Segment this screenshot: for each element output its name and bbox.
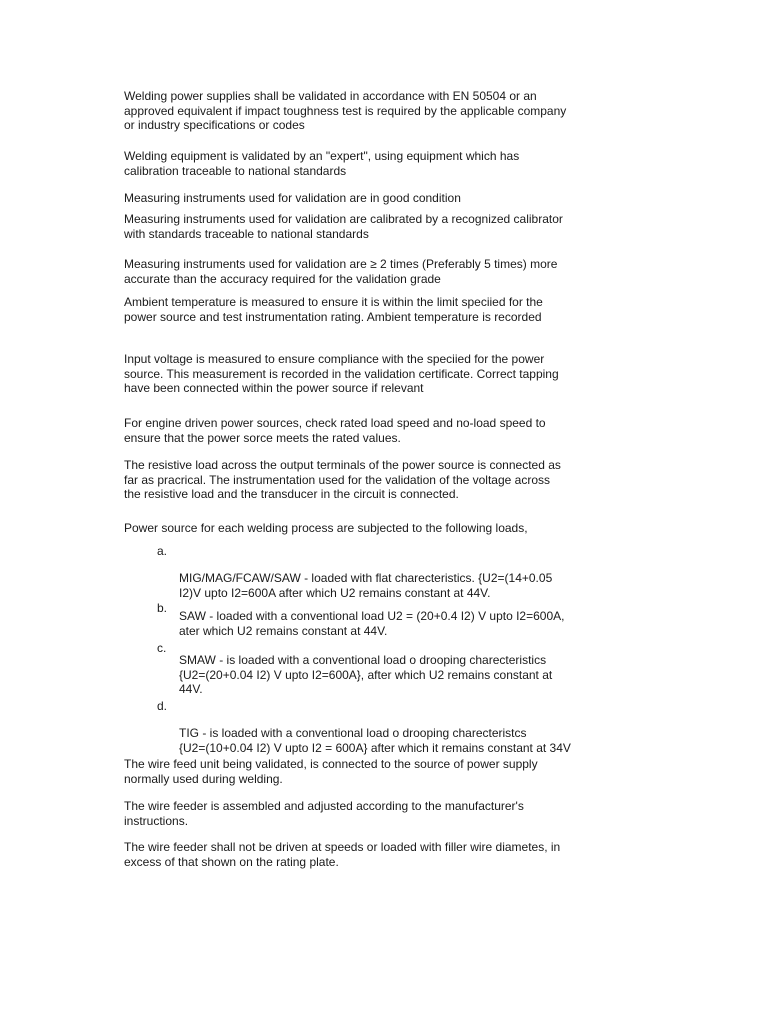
list-marker-c: c. <box>157 641 167 655</box>
paragraph-engine-driven: For engine driven power sources, check rated load speed and no-load speed to ensure that the power sorce meets the rated values. <box>124 416 546 445</box>
paragraph-wire-feeder-assembly: The wire feeder is assembled and adjusted according to the manufacturer's instructions. <box>124 799 524 828</box>
list-marker-d: d. <box>157 699 168 713</box>
paragraph-wire-feed-unit: The wire feed unit being validated, is connected to the source of power supply normally used during welding. <box>124 757 538 786</box>
paragraph-instrument-accuracy: Measuring instruments used for validation are ≥ 2 times (Preferably 5 times) more accurate than the accuracy required for the validation grade <box>124 257 558 286</box>
paragraph-instrument-condition: Measuring instruments used for validation are in good condition <box>124 191 461 205</box>
list-item-mig-mag: MIG/MAG/FCAW/SAW - loaded with flat charecteristics. {U2=(14+0.05 I2)V upto I2=600A after which U2 remains constant at 44V. <box>179 571 553 600</box>
paragraph-instrument-calibration: Measuring instruments used for validation are calibrated by a recognized calibrator with standards traceable to national standards <box>124 212 563 241</box>
list-marker-a: a. <box>157 544 168 558</box>
paragraph-validation-standard: Welding power supplies shall be validated in accordance with EN 50504 or an approved equivalent if impact toughness test is required by the applicable company or industry specifications or codes <box>124 89 567 133</box>
list-item-saw: SAW - loaded with a conventional load U2 = (20+0.4 I2) V upto I2=600A, ater which U2 remains constant at 44V. <box>179 609 565 638</box>
paragraph-expert-validation: Welding equipment is validated by an "expert", using equipment which has calibration traceable to national standards <box>124 149 520 178</box>
paragraph-input-voltage: Input voltage is measured to ensure compliance with the speciied for the power source. This measurement is recorded in the validation certificate. Correct tapping have been connected within the power source if relevant <box>124 352 559 396</box>
paragraph-ambient-temperature: Ambient temperature is measured to ensure it is within the limit speciied for the power source and test instrumentation rating. Ambient temperature is recorded <box>124 295 543 324</box>
list-item-smaw: SMAW - is loaded with a conventional load o drooping charecteristics {U2=(20+0.04 I2) V upto I2=600A}, after which U2 remains constant at 44V. <box>179 653 553 697</box>
list-marker-b: b. <box>157 601 168 615</box>
list-item-tig: TIG - is loaded with a conventional load o drooping charecteristcs {U2=(10+0.04 I2) V upto I2 = 600A} after which it remains constant at 34V <box>179 726 571 755</box>
paragraph-wire-feeder-limits: The wire feeder shall not be driven at speeds or loaded with filler wire diametes, in excess of that shown on the rating plate. <box>124 840 561 869</box>
paragraph-loads-intro: Power source for each welding process are subjected to the following loads, <box>124 521 528 535</box>
paragraph-resistive-load: The resistive load across the output terminals of the power source is connected as far as pracrical. The instrumentation used for the validation of the voltage across the resistive load and the transducer in the circuit is connected. <box>124 458 561 502</box>
